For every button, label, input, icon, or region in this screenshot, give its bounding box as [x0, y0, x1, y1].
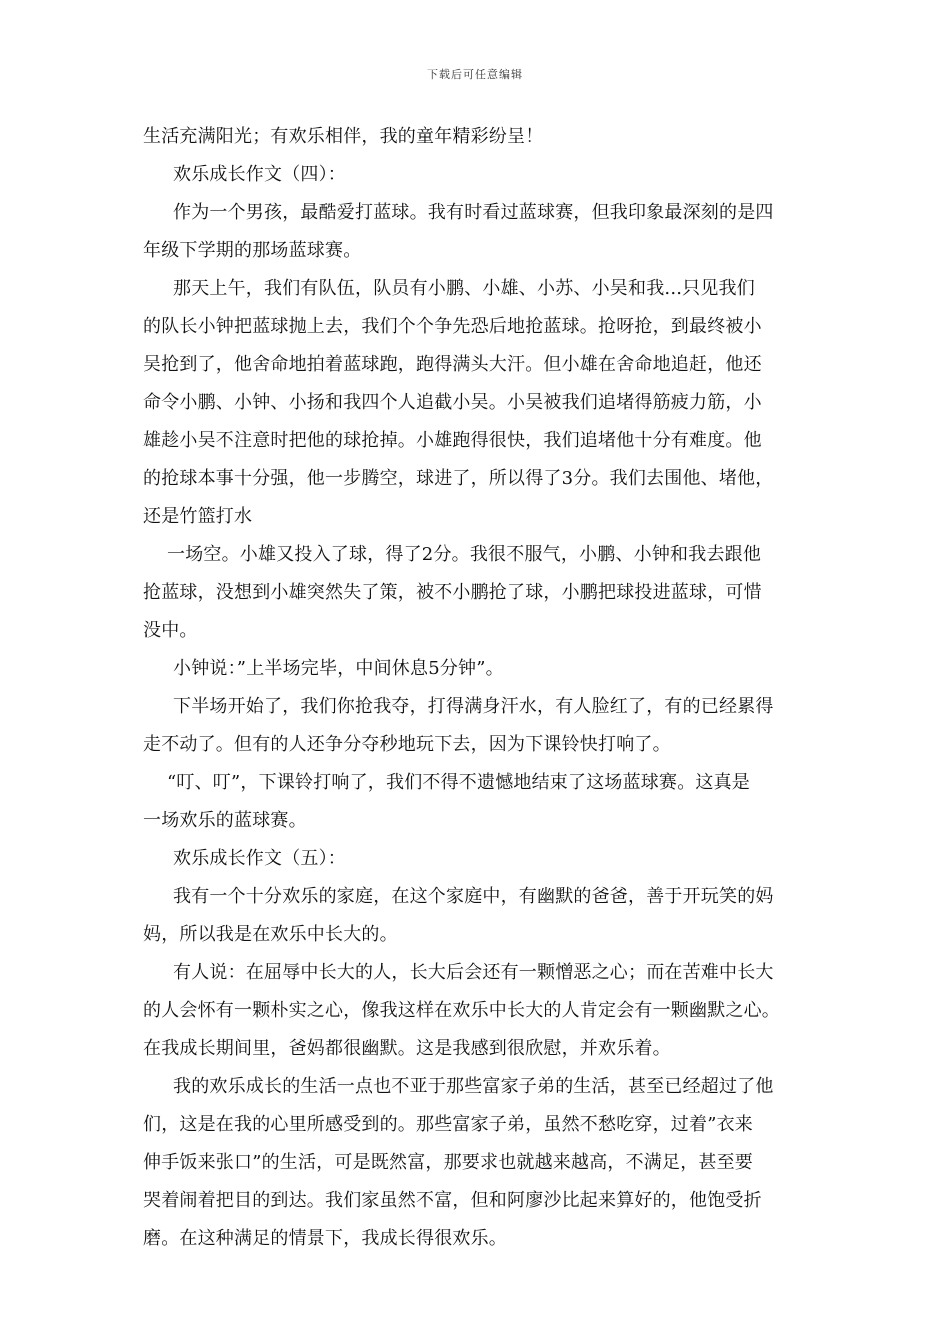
text-line: 没中。 [143, 620, 198, 641]
text-line: 吴抢到了，他舍命地拍着蓝球跑，跑得满头大汗。但小雄在舍命地追赶，他还 [143, 354, 762, 375]
text-line: 伸手饭来张口”的生活，可是既然富，那要求也就越来越高，不满足，甚至要 [143, 1152, 753, 1173]
text-line: 妈，所以我是在欢乐中长大的。 [143, 924, 398, 945]
text-line: 抢蓝球，没想到小雄突然失了策，被不小鹏抢了球，小鹏把球投进蓝球，可惜 [143, 582, 762, 603]
text-line: 我的欢乐成长的生活一点也不亚于那些富家子弟的生活，甚至已经超过了他 [173, 1076, 774, 1097]
text-line: 命令小鹏、小钟、小扬和我四个人追截小吴。小吴被我们追堵得筋疲力筋，小 [143, 392, 762, 413]
text-line: 我有一个十分欢乐的家庭，在这个家庭中，有幽默的爸爸，善于开玩笑的妈 [173, 886, 774, 907]
text-line: 在我成长期间里，爸妈都很幽默。这是我感到很欣慰，并欢乐着。 [143, 1038, 671, 1059]
text-line: 雄趁小吴不注意时把他的球抢掉。小雄跑得很快，我们追堵他十分有难度。他 [143, 430, 762, 451]
page-header: 下载后可任意编辑 [427, 68, 523, 81]
text-line: 哭着闹着把目的到达。我们家虽然不富，但和阿廖沙比起来算好的，他饱受折 [143, 1190, 762, 1211]
text-line: 作为一个男孩，最酷爱打蓝球。我有时看过蓝球赛，但我印象最深刻的是四 [173, 202, 774, 223]
text-line: 下半场开始了，我们你抢我夺，打得满身汗水，有人脸红了，有的已经累得 [173, 696, 774, 717]
text-line: “叮、叮”，下课铃打响了，我们不得不遗憾地结束了这场蓝球赛。这真是 [167, 772, 751, 793]
document-body [143, 118, 813, 1258]
text-line: 欢乐成长作文（五）： [173, 848, 346, 869]
text-line: 一场空。小雄又投入了球，得了2分。我很不服气，小鹏、小钟和我去跟他 [167, 544, 762, 565]
text-line: 们，这是在我的心里所感受到的。那些富家子弟，虽然不愁吃穿，过着”衣来 [143, 1114, 753, 1135]
text-line: 那天上午，我们有队伍，队员有小鹏、小雄、小苏、小吴和我...只见我们 [173, 278, 755, 299]
text-line: 还是竹篮打水 [143, 506, 253, 527]
text-line: 的抢球本事十分强，他一步腾空，球进了，所以得了3分。我们去围他、堵他， [143, 468, 774, 489]
text-line: 的人会怀有一颗朴实之心，像我这样在欢乐中长大的人肯定会有一颗幽默之心。 [143, 1000, 780, 1021]
text-line: 走不动了。但有的人还争分夺秒地玩下去，因为下课铃快打响了。 [143, 734, 671, 755]
text-line: 一场欢乐的蓝球赛。 [143, 810, 307, 831]
text-line: 小钟说：”上半场完毕，中间休息5分钟”。 [173, 658, 504, 679]
text-line: 的队长小钟把蓝球抛上去，我们个个争先恐后地抢蓝球。抢呀抢，到最终被小 [143, 316, 762, 337]
text-line: 年级下学期的那场蓝球赛。 [143, 240, 362, 261]
text-line: 磨。在这种满足的情景下，我成长得很欢乐。 [143, 1228, 507, 1249]
text-line: 欢乐成长作文（四）： [173, 164, 346, 185]
text-line: 有人说：在屈辱中长大的人，长大后会还有一颗憎恶之心；而在苦难中长大 [173, 962, 774, 983]
text-line: 生活充满阳光；有欢乐相伴，我的童年精彩纷呈！ [143, 126, 544, 147]
